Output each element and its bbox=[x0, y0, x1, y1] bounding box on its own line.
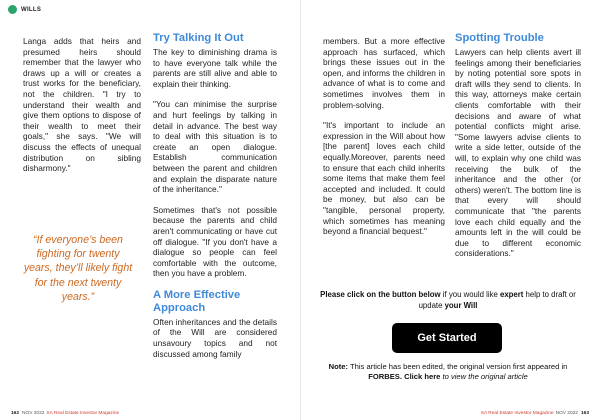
note-label: Note: bbox=[328, 362, 349, 371]
issue-date: NOV 2022 bbox=[22, 411, 45, 416]
heading-spotting-trouble: Spotting Trouble bbox=[455, 32, 544, 44]
cta-plain: if you would like bbox=[440, 290, 500, 299]
paragraph: Sometimes that's not possible because the parents and child aren't communicating or have cut off dialogue. "If you don't have a dialogue so people can feel comfortable with the outcome, then you have a problem. bbox=[153, 204, 277, 279]
left-column-1 bbox=[23, 36, 141, 174]
page-number: 163 bbox=[580, 411, 589, 416]
magazine-name: SA Real Estate Investor Magazine bbox=[480, 411, 554, 416]
edit-note bbox=[318, 362, 578, 383]
heading-try-talking: Try Talking It Out bbox=[153, 32, 244, 44]
paragraph: Langa adds that heirs and presumed heirs should remember that the lawyer who draws up a will or creates a trust works for the beneficiary, not the children. "I try to understand their wealth and give them options to dispose of their wealth to meet their goals," she says. "We will discuss the effects of unequal distribution on sibling disharmony." bbox=[23, 36, 141, 174]
cta-text bbox=[318, 290, 578, 311]
paragraph: Often inheritances and the details of the Will are considered unsavoury topics and not discussed among family bbox=[153, 316, 277, 359]
issue-date: NOV 2022 bbox=[555, 411, 578, 416]
get-started-button[interactable]: Get Started bbox=[392, 323, 502, 353]
right-column-1 bbox=[323, 36, 445, 237]
cta-emphasis: your Will bbox=[444, 300, 478, 310]
right-column-2 bbox=[455, 32, 581, 259]
paragraph: Lawyers can help clients avert ill feelings among their beneficiaries by noting potential sore spots in draft wills they send to clients. In this way, attorneys make certain clients comfortable with their decisions and aware of what potential conflicts might arise. "Some lawyers advise clients to write a side letter, outside of the will, to explain why one child was receiving the bulk of the inheritance and the other (or others) weren't. The bottom line is that every will should communicate that "the parents love each child equally and the amounts left in the will could be due to different economic considerations." bbox=[455, 47, 581, 259]
footer-left bbox=[8, 411, 121, 416]
magazine-name: SA Real Estate Investor Magazine bbox=[46, 411, 120, 416]
footer-right bbox=[479, 411, 592, 416]
paragraph: The key to diminishing drama is to have everyone talk while the parents are still alive and able to explain their thinking. bbox=[153, 47, 277, 89]
section-tag-label: WILLS bbox=[21, 6, 42, 13]
cta-emphasis: expert bbox=[499, 290, 524, 299]
page-number: 162 bbox=[11, 411, 20, 416]
paragraph: "It's important to include an expression in the Will about how [the parent] loves each child equally.Moreover, parents need to ensure that each child inherits some items that make them feel accepted and included. It could be money, but also can be "tangible, personal property, which sometimes has meaning beyond a financial bequest." bbox=[323, 120, 445, 237]
paragraph: members. But a more effective approach has surfaced, which brings these issues out in the open, and informs the children in advance of what is to come and sometimes involves them in problem-solving. bbox=[323, 36, 445, 110]
left-column-2 bbox=[153, 32, 277, 359]
pull-quote: “If everyone’s been fighting for twenty years, they’ll likely fight for the next twenty years.” bbox=[23, 234, 133, 303]
heading-more-effective: A More Effective Approach bbox=[153, 288, 241, 314]
cta-emphasis: Please click on the button below bbox=[320, 290, 441, 299]
paragraph: "You can minimise the surprise and hurt feelings by talking in detail in advance. The best way to deal with this situation is to create an open dialogue. Establish communication between the parent and children and explain the disparate nature of the inheritance." bbox=[153, 99, 277, 195]
forbes-link[interactable]: FORBES. Click here bbox=[368, 372, 441, 382]
cta-plain: help to draft or update bbox=[418, 290, 576, 310]
section-tag-icon bbox=[8, 5, 17, 14]
note-text-italic: to view the original article bbox=[440, 372, 528, 382]
section-tag bbox=[8, 5, 41, 14]
note-text: This article has been edited, the original version first appeared in bbox=[348, 362, 568, 371]
